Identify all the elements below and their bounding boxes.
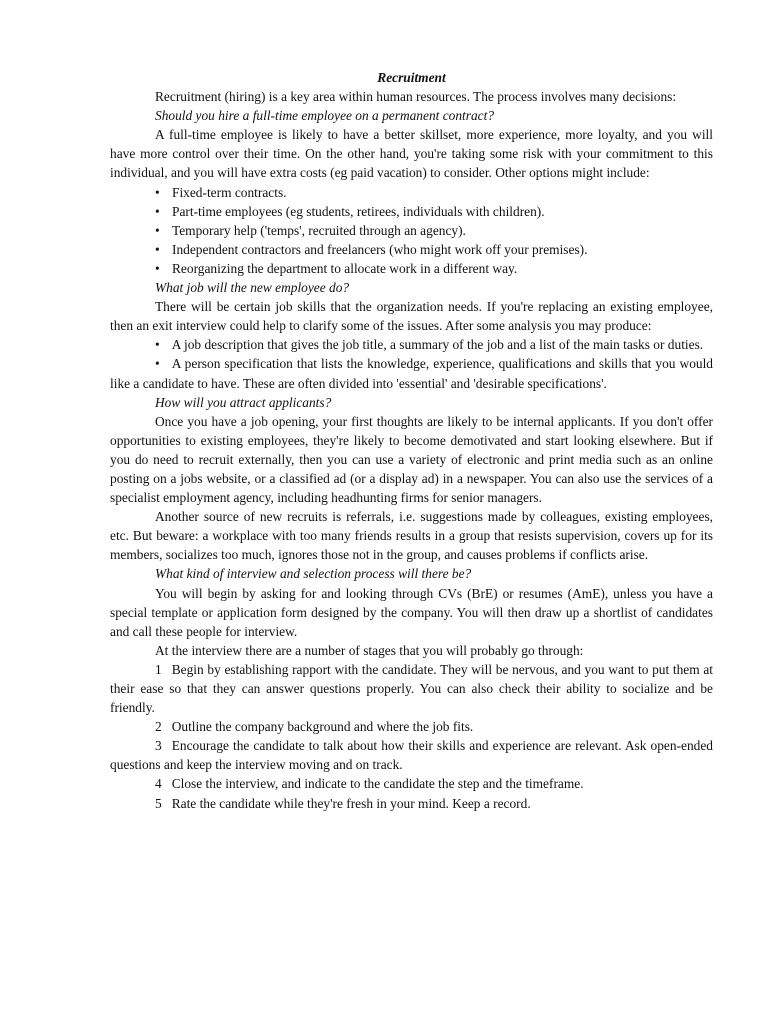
bullet-icon: • xyxy=(155,356,160,372)
bullet-icon: • xyxy=(155,241,160,257)
bullet-icon: • xyxy=(155,222,160,238)
stage-number: 4 xyxy=(155,776,162,792)
stage-text: Outline the company background and where the job fits. xyxy=(171,719,474,735)
list-item xyxy=(110,183,713,202)
stage-item xyxy=(110,717,713,736)
stage-item xyxy=(110,660,713,717)
list-item xyxy=(110,221,713,240)
list-item xyxy=(110,240,713,259)
bullet-icon: • xyxy=(155,203,160,219)
stage-item xyxy=(110,736,713,774)
stage-number: 3 xyxy=(155,738,162,754)
page-title: Recruitment xyxy=(377,70,446,85)
stage-text: Rate the candidate while they're fresh in your mind. Keep a record. xyxy=(171,795,531,811)
list-item xyxy=(110,259,713,278)
paragraph-5: You will begin by asking for and looking through CVs (BrE) or resumes (AmE), unless you have a special template or application form designed by the company. You will then draw up a shortlist of candidates and call these people for interview. xyxy=(110,585,713,639)
paragraph-2: There will be certain job skills that the organization needs. If you're replacing an existing employee, then an exit interview could help to clarify some of the issues. After some analysis you may produce: xyxy=(110,299,713,334)
list-item-text: Independent contractors and freelancers (who might work off your premises). xyxy=(172,241,588,257)
list-item xyxy=(110,354,713,392)
stage-text: Encourage the candidate to talk about how their skills and experience are relevant. Ask open-ended questions and keep the interview moving and on track. xyxy=(110,738,713,773)
stage-number: 1 xyxy=(155,661,162,677)
paragraph-6: At the interview there are a number of stages that you will probably go through: xyxy=(155,642,584,658)
list-item xyxy=(110,202,713,221)
options-list xyxy=(110,183,713,278)
question-heading-3: How will you attract applicants? xyxy=(155,394,332,410)
bullet-icon: • xyxy=(155,337,160,353)
stage-item xyxy=(110,774,713,793)
intro-paragraph: Recruitment (hiring) is a key area within human resources. The process involves many decisions: xyxy=(155,89,677,105)
stage-number: 5 xyxy=(155,795,162,811)
list-item-text: A job description that gives the job title, a summary of the job and a list of the main tasks or duties. xyxy=(171,337,704,353)
stage-number: 2 xyxy=(155,719,162,735)
paragraph-4: Another source of new recruits is referrals, i.e. suggestions made by colleagues, existing employees, etc. But beware: a workplace with too many friends results in a group that resists supervision, covers up for its members, socializes too much, ignores those not in the group, and causes problems if conflicts arise. xyxy=(110,509,713,563)
paragraph-3: Once you have a job opening, your first thoughts are likely to be internal applicants. If you don't offer opportunities to existing employees, they're likely to become demotivated and start looking elsewhere. But if you do need to recruit externally, then you can use a variety of electronic and print media such as an online posting on a jobs website, or a classified ad (or a display ad) in a newspaper. You can also use the services of a specialist employment agency, including headhunting firms for senior managers. xyxy=(110,413,713,506)
bullet-icon: • xyxy=(155,184,160,200)
list-item-text: A person specification that lists the knowledge, experience, qualifications and skills that you would like a candidate to have. These are often divided into 'essential' and 'desirable specifications'. xyxy=(110,356,713,391)
question-heading-1: Should you hire a full-time employee on a permanent contract? xyxy=(155,108,495,124)
stage-text: Begin by establishing rapport with the candidate. They will be nervous, and you want to put them at their ease so that they can answer questions properly. You can also check their ability to socialize and be friendly. xyxy=(110,661,713,716)
stage-text: Close the interview, and indicate to the candidate the step and the timeframe. xyxy=(171,776,584,792)
question-heading-4: What kind of interview and selection process will there be? xyxy=(155,566,472,582)
bullet-icon: • xyxy=(155,260,160,276)
stage-item xyxy=(110,794,713,813)
question-heading-2: What job will the new employee do? xyxy=(155,280,350,296)
list-item-text: Reorganizing the department to allocate work in a different way. xyxy=(172,260,518,276)
list-item xyxy=(110,335,713,354)
paragraph-1: A full-time employee is likely to have a better skillset, more experience, more loyalty, and you will have more control over their time. On the other hand, you're taking some risk with your commitment to this individual, and you will have extra costs (eg paid vacation) to consider. Other options might include: xyxy=(110,127,713,181)
list-item-text: Part-time employees (eg students, retirees, individuals with children). xyxy=(172,203,545,219)
list-item-text: Fixed-term contracts. xyxy=(172,184,287,200)
list-item-text: Temporary help ('temps', recruited through an agency). xyxy=(172,222,466,238)
